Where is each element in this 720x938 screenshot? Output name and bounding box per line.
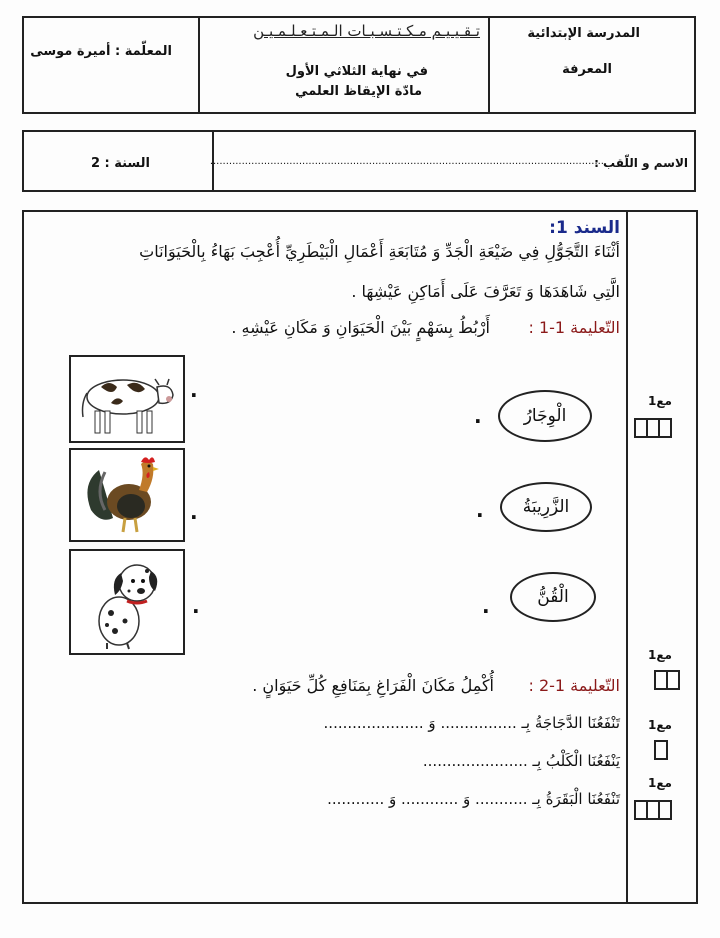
grade-boxes[interactable] xyxy=(636,418,672,438)
place-label: الْقُنُّ xyxy=(537,587,569,607)
grade-column-divider xyxy=(626,210,628,904)
answer-line-chicken[interactable]: تَنْفَعُنَا الدَّجَاجَةُ بِـ ................ وَ ..................... xyxy=(323,714,620,732)
criterion-label: مع1 xyxy=(648,648,672,662)
grade-boxes[interactable] xyxy=(636,800,672,820)
answer-line-cow[interactable]: تَنْفَعُنَا الْبَقَرَةُ بِـ ........... وَ ............ وَ ............ xyxy=(327,790,620,808)
dog-icon xyxy=(71,551,183,653)
criterion-label: مع1 xyxy=(648,718,672,732)
connect-dot[interactable]: . xyxy=(476,498,484,522)
school-label: المدرسة الإبتدائية xyxy=(527,26,640,41)
task2-text: أُكْمِلُ مَكَانَ الْفَرَاغِ بِمَنَافِعِ كُلِّ حَيَوَانٍ . xyxy=(252,676,494,695)
connect-dot[interactable]: . xyxy=(190,500,198,524)
cow-icon xyxy=(71,357,183,441)
rooster-icon xyxy=(71,450,183,540)
document-text-line-1: أثْنَاءَ التَّجَوُّلِ فِي ضَيْعَةِ الْجَدِّ وَ مُتَابَعَةِ أَعْمَالِ الْبَيْطَرِيِّ أُعْجِبَ بَهَاءُ بِالْحَيَوَانَاتِ xyxy=(139,242,620,261)
animal-image-dog xyxy=(69,549,185,655)
place-barn[interactable] xyxy=(500,482,592,532)
place-coop[interactable] xyxy=(510,572,596,622)
place-den[interactable] xyxy=(498,390,592,442)
domain-label: المعرفة xyxy=(562,62,612,77)
grade-boxes[interactable] xyxy=(656,670,680,690)
animal-image-cow xyxy=(69,355,185,443)
header-divider xyxy=(488,16,490,114)
connect-dot[interactable]: . xyxy=(190,378,198,402)
year-label: السنة : 2 xyxy=(90,156,150,171)
document-title: السند 1: xyxy=(549,218,620,238)
document-text-line-2: الَّتِي شَاهَدَهَا وَ تَعَرَّفَ عَلَى أَمَاكِنِ عَيْشِهَا . xyxy=(351,282,620,301)
criterion-label: مع1 xyxy=(648,394,672,408)
header-divider xyxy=(198,16,200,114)
name-label: الاسم و اللّقب : xyxy=(594,156,688,170)
connect-dot[interactable]: . xyxy=(192,594,200,618)
exam-period: في نهاية الثلاثي الأول xyxy=(285,64,428,79)
answer-line-dog[interactable]: يَنْفَعُنَا الْكَلْبُ بِـ ...................... xyxy=(422,752,620,770)
criterion-label: مع1 xyxy=(648,776,672,790)
exam-subject: مادّة الإيقاظ العلمي xyxy=(295,84,422,99)
animal-image-rooster xyxy=(69,448,185,542)
place-label: الزَّرِيبَةُ xyxy=(522,497,570,517)
connect-dot[interactable]: . xyxy=(482,594,490,618)
exam-title: تـقـيـيـم مـكـتـسـبـات الـمـتـعـلـمـيـن xyxy=(253,22,480,40)
task2-label: التّعليمة 1-2 : xyxy=(528,676,620,695)
place-label: الْوِجَارُ xyxy=(523,406,567,426)
teacher-name: المعلّمة : أميرة موسى xyxy=(30,44,172,59)
connect-dot[interactable]: . xyxy=(474,404,482,428)
task1-text: أَرْبُطُ بِسَهْمٍ بَيْنَ الْحَيَوَانِ وَ مَكَانِ عَيْشِهِ . xyxy=(231,318,490,337)
name-field[interactable]: ............................................................................................................................ xyxy=(209,156,604,167)
grade-boxes[interactable] xyxy=(656,740,668,760)
task1-label: التّعليمة 1-1 : xyxy=(528,318,620,337)
